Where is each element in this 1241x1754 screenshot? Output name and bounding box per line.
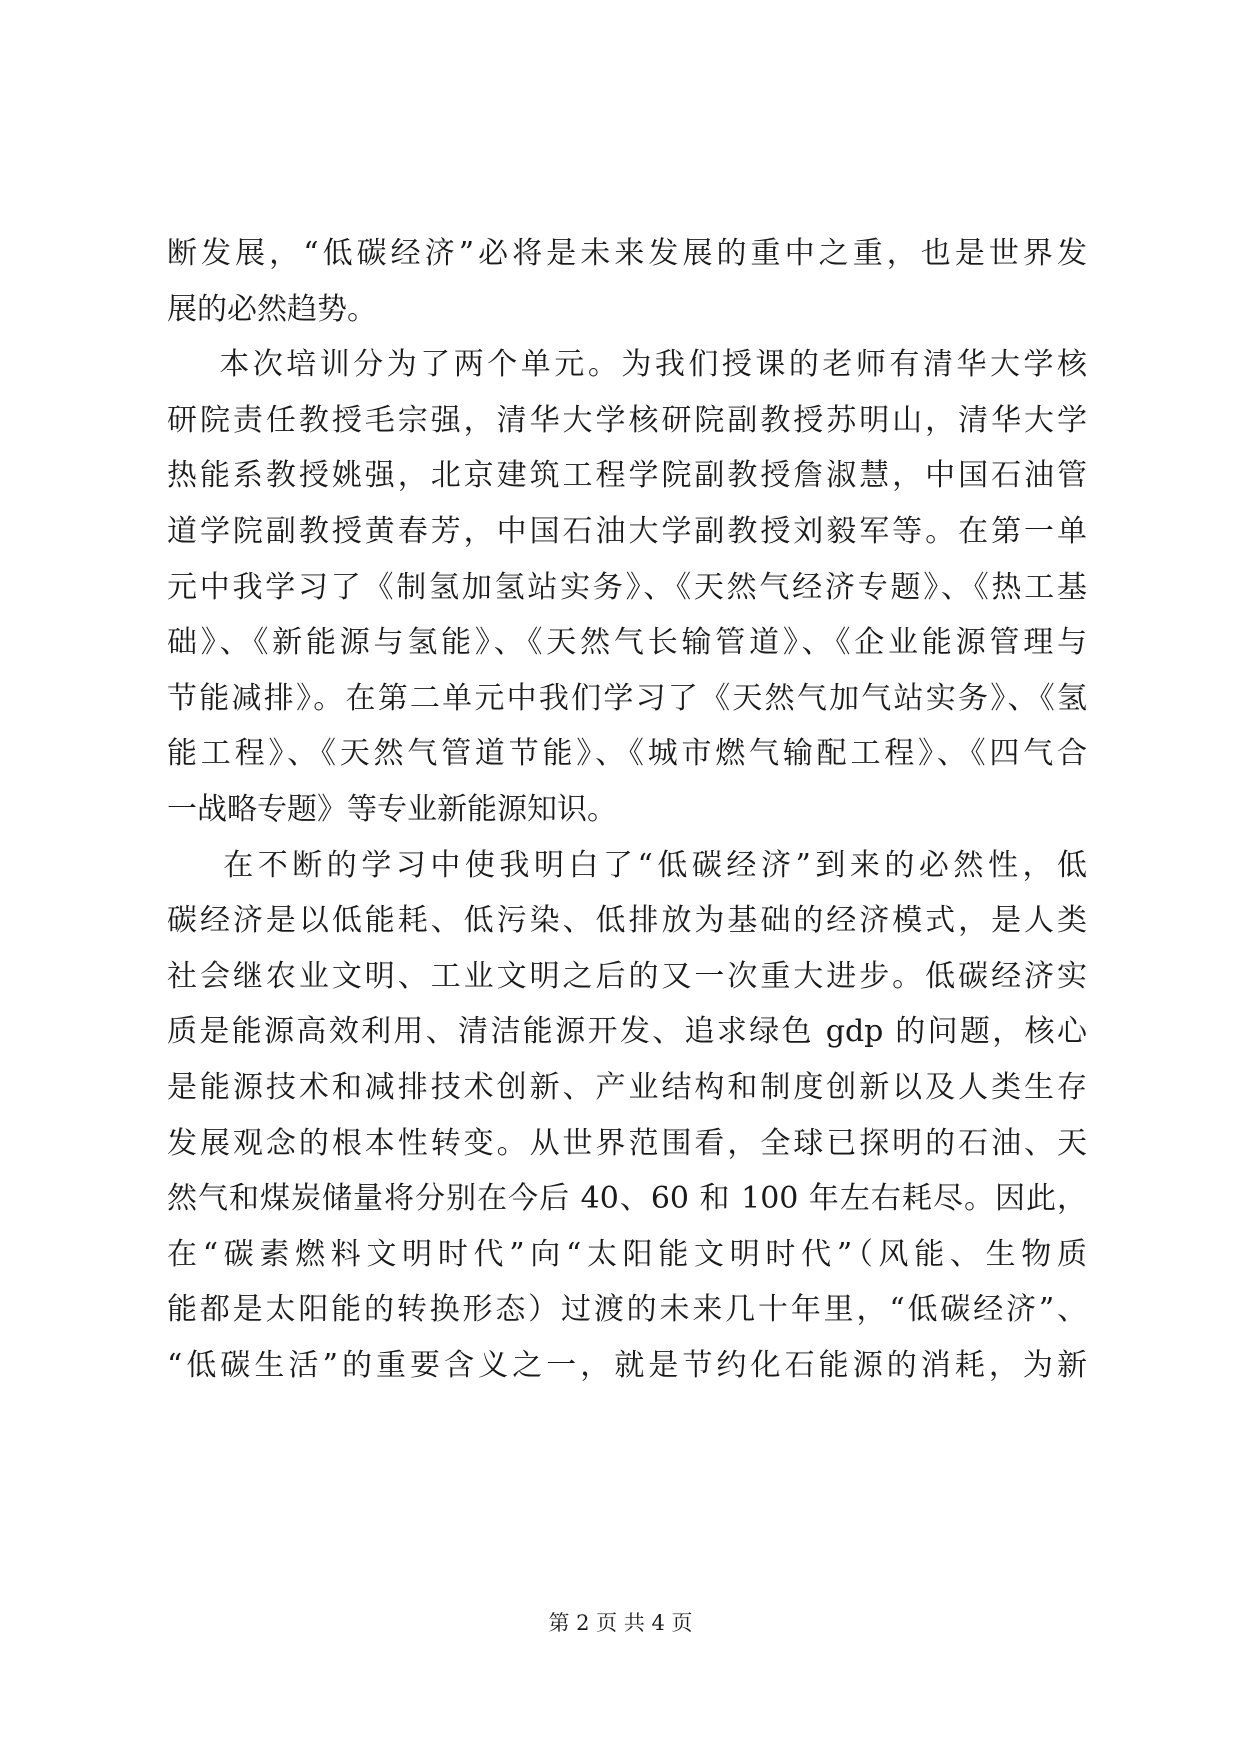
text-line: 质是能源高效利用、清洁能源开发、追求绿色 gdp 的问题，核心 [167,1014,1087,1050]
text-line: 础》、《新能源与氢能》、《天然气长输管道》、《企业能源管理与 [167,625,1087,661]
text-line: 展的必然趋势。 [167,291,377,327]
text-line: 热能系教授姚强，北京建筑工程学院副教授詹淑慧，中国石油管 [167,458,1087,494]
text-line: 节能减排》。在第二单元中我们学习了《天然气加气站实务》、《氢 [167,680,1087,716]
text-line: 碳经济是以低能耗、低污染、低排放为基础的经济模式，是人类 [167,903,1087,939]
text-line: 是能源技术和减排技术创新、产业结构和制度创新以及人类生存 [167,1069,1087,1105]
page-footer: 第 2 页 共 4 页 [548,1611,693,1635]
text-line: 本次培训分为了两个单元。为我们授课的老师有清华大学核 [167,347,1087,383]
text-line: 然气和煤炭储量将分别在今后 40、60 和 100 年左右耗尽。因此， [167,1181,1087,1217]
text-line: “低碳生活”的重要含义之一，就是节约化石能源的消耗，为新 [167,1347,1087,1383]
text-line: 道学院副教授黄春芳，中国石油大学副教授刘毅军等。在第一单 [167,513,1087,549]
text-line: 元中我学习了《制氢加氢站实务》、《天然气经济专题》、《热工基 [167,569,1087,605]
text-line: 一战略专题》等专业新能源知识。 [167,791,617,827]
text-line: 研院责任教授毛宗强，清华大学核研院副教授苏明山，清华大学 [167,402,1087,438]
text-line: 在“碳素燃料文明时代”向“太阳能文明时代”（风能、生物质 [167,1236,1087,1272]
text-line: 能都是太阳能的转换形态）过渡的未来几十年里，“低碳经济”、 [167,1292,1087,1328]
text-line: 能工程》、《天然气管道节能》、《城市燃气输配工程》、《四气合 [167,736,1087,772]
text-line: 在不断的学习中使我明白了“低碳经济”到来的必然性，低 [167,847,1087,883]
body-text [167,226,1087,1393]
text-line: 发展观念的根本性转变。从世界范围看，全球已探明的石油、天 [167,1125,1087,1161]
text-line: 断发展，“低碳经济”必将是未来发展的重中之重，也是世界发 [167,236,1087,271]
text-line: 社会继农业文明、工业文明之后的又一次重大进步。低碳经济实 [167,958,1087,994]
